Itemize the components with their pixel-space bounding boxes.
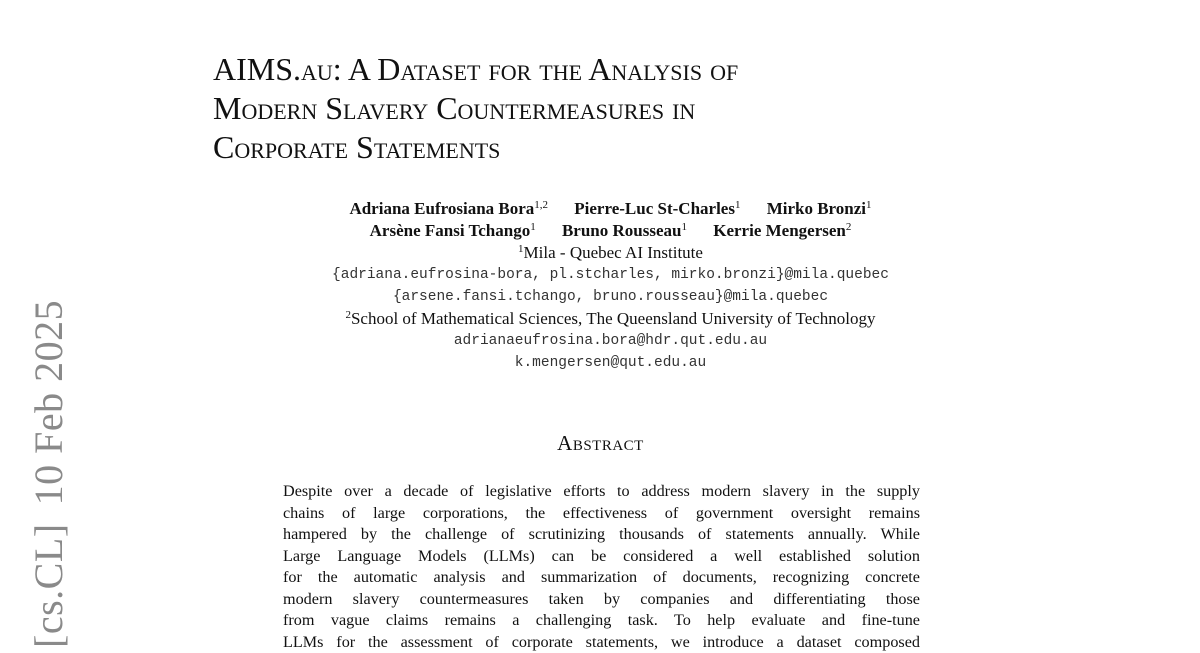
author-name: Bruno Rousseau — [562, 221, 682, 240]
email-line: k.mengersen@qut.edu.au — [213, 352, 1008, 374]
author-name: Adriana Eufrosiana Bora — [349, 199, 534, 218]
affiliation-2 — [213, 308, 1008, 330]
email-line: adrianaeufrosina.bora@hdr.qut.edu.au — [213, 330, 1008, 352]
arxiv-category: [cs.CL] — [26, 523, 71, 648]
author-name: Arsène Fansi Tchango — [370, 221, 531, 240]
abstract-line: from vague claims remains a challenging task. To help evaluate and fine-tune — [283, 610, 920, 632]
affiliation-1 — [213, 242, 1008, 264]
author-name: Kerrie Mengersen — [713, 221, 846, 240]
affiliation-number: 2 — [345, 309, 351, 321]
abstract-line: hampered by the challenge of scrutinizing thousands of statements annually. While — [283, 524, 920, 546]
author-line-1 — [213, 198, 1008, 220]
abstract-line: for the automatic analysis and summarization of documents, recognizing concrete — [283, 567, 920, 589]
email-line: {adriana.eufrosina-bora, pl.stcharles, mirko.bronzi}@mila.quebec — [213, 264, 1008, 286]
affiliation-name: Mila - Quebec AI Institute — [524, 243, 703, 262]
affiliation-number: 1 — [518, 243, 524, 255]
author — [767, 198, 872, 220]
paper-title — [213, 50, 973, 167]
author-line-2 — [213, 220, 1008, 242]
abstract-line: modern slavery countermeasures taken by companies and differentiating those — [283, 589, 920, 611]
author-affiliation-mark: 1,2 — [534, 199, 548, 211]
author — [562, 220, 687, 242]
email-line: {arsene.fansi.tchango, bruno.rousseau}@mila.quebec — [213, 286, 1008, 308]
affiliation-name: School of Mathematical Sciences, The Queensland University of Technology — [351, 309, 876, 328]
arxiv-date: 10 Feb 2025 — [26, 300, 71, 506]
author — [574, 198, 740, 220]
author-name: Pierre-Luc St-Charles — [574, 199, 735, 218]
abstract-line: LLMs for the assessment of corporate statements, we introduce a dataset composed — [283, 632, 920, 653]
abstract-line: Despite over a decade of legislative efforts to address modern slavery in the supply — [283, 481, 920, 503]
author-name: Mirko Bronzi — [767, 199, 866, 218]
author-affiliation-mark: 1 — [735, 199, 741, 211]
title-line: AIMS.au: A Dataset for the Analysis of — [213, 50, 973, 89]
author-affiliation-mark: 2 — [846, 221, 852, 233]
author-affiliation-mark: 1 — [530, 221, 536, 233]
abstract-line: chains of large corporations, the effectiveness of government oversight remains — [283, 503, 920, 525]
author-affiliation-mark: 1 — [866, 199, 872, 211]
author — [370, 220, 536, 242]
author-affiliation-mark: 1 — [681, 221, 687, 233]
abstract-heading: Abstract — [213, 431, 988, 456]
author — [713, 220, 851, 242]
abstract-line: Large Language Models (LLMs) can be considered a well established solution — [283, 546, 920, 568]
author — [349, 198, 548, 220]
title-line: Corporate Statements — [213, 128, 973, 167]
author-block — [213, 198, 1008, 374]
title-line: Modern Slavery Countermeasures in — [213, 89, 973, 128]
arxiv-side-stamp — [28, 308, 70, 648]
abstract-body — [283, 481, 920, 653]
